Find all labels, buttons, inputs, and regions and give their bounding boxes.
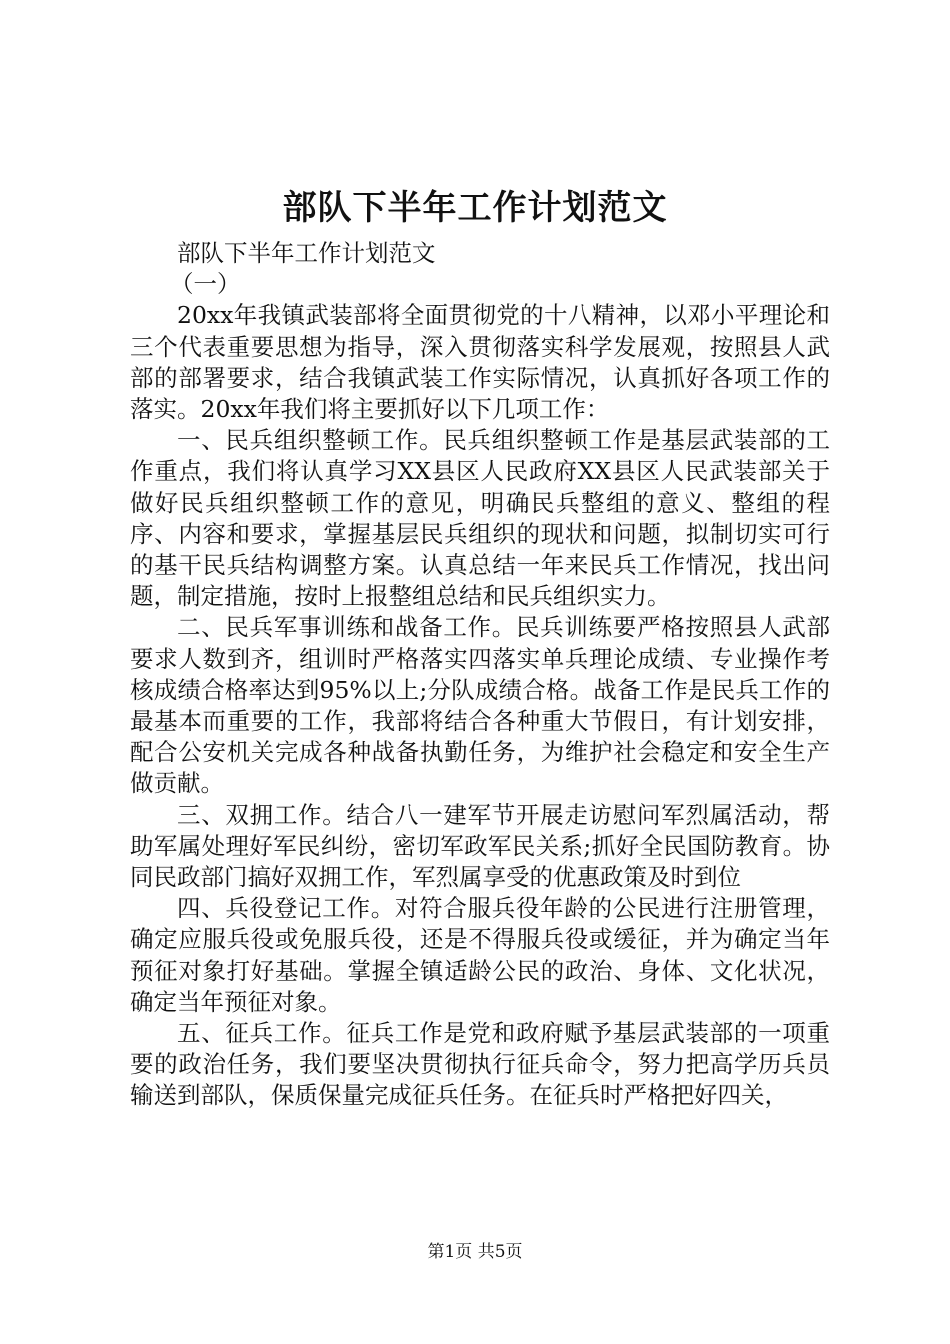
body-paragraph-3: 三、双拥工作。结合八一建军节开展走访慰问军烈属活动，帮助军属处理好军民纠纷，密切军政军民关系;抓好全民国防教育。协同民政部门搞好双拥工作，军烈属享受的优惠政策及时到位 xyxy=(130,800,830,892)
page-footer xyxy=(0,1240,950,1264)
document-body xyxy=(130,238,830,1112)
body-paragraph-2: 二、民兵军事训练和战备工作。民兵训练要严格按照县人武部要求人数到齐，组训时严格落实四落实单兵理论成绩、专业操作考核成绩合格率达到95%以上;分队成绩合格。战备工作是民兵工作的最基本而重要的工作，我部将结合各种重大节假日，有计划安排，配合公安机关完成各种战备执勤任务，为维护社会稳定和安全生产做贡献。 xyxy=(130,613,830,798)
body-paragraph-1: 一、民兵组织整顿工作。民兵组织整顿工作是基层武装部的工作重点，我们将认真学习XX县区人民政府XX县区人民武装部关于做好民兵组织整顿工作的意见，明确民兵整组的意义、整组的程序、内容和要求，掌握基层民兵组织的现状和问题，拟制切实可行的基干民兵结构调整方案。认真总结一年来民兵工作情况，找出问题，制定措施，按时上报整组总结和民兵组织实力。 xyxy=(130,426,830,611)
body-paragraph-5: 五、征兵工作。征兵工作是党和政府赋予基层武装部的一项重要的政治任务，我们要坚决贯彻执行征兵命令，努力把高学历兵员输送到部队，保质保量完成征兵任务。在征兵时严格把好四关， xyxy=(130,1019,830,1110)
section-marker: （一） xyxy=(170,270,241,299)
body-paragraph-intro: 20xx年我镇武装部将全面贯彻党的十八精神，以邓小平理论和三个代表重要思想为指导，深入贯彻落实科学发展观，按照县人武部的部署要求，结合我镇武装工作实际情况，认真抓好各项工作的落实。20xx年我们将主要抓好以下几项工作： xyxy=(130,301,830,424)
body-paragraph-4: 四、兵役登记工作。对符合服兵役年龄的公民进行注册管理，确定应服兵役或免服兵役，还是不得服兵役或缓征，并为确定当年预征对象打好基础。掌握全镇适龄公民的政治、身体、文化状况，确定当年预征对象。 xyxy=(130,894,830,1016)
document-title: 部队下半年工作计划范文 xyxy=(282,188,668,228)
subtitle-paragraph: 部队下半年工作计划范文 xyxy=(177,239,436,267)
page-indicator: 第1页 共5页 xyxy=(427,1242,523,1262)
